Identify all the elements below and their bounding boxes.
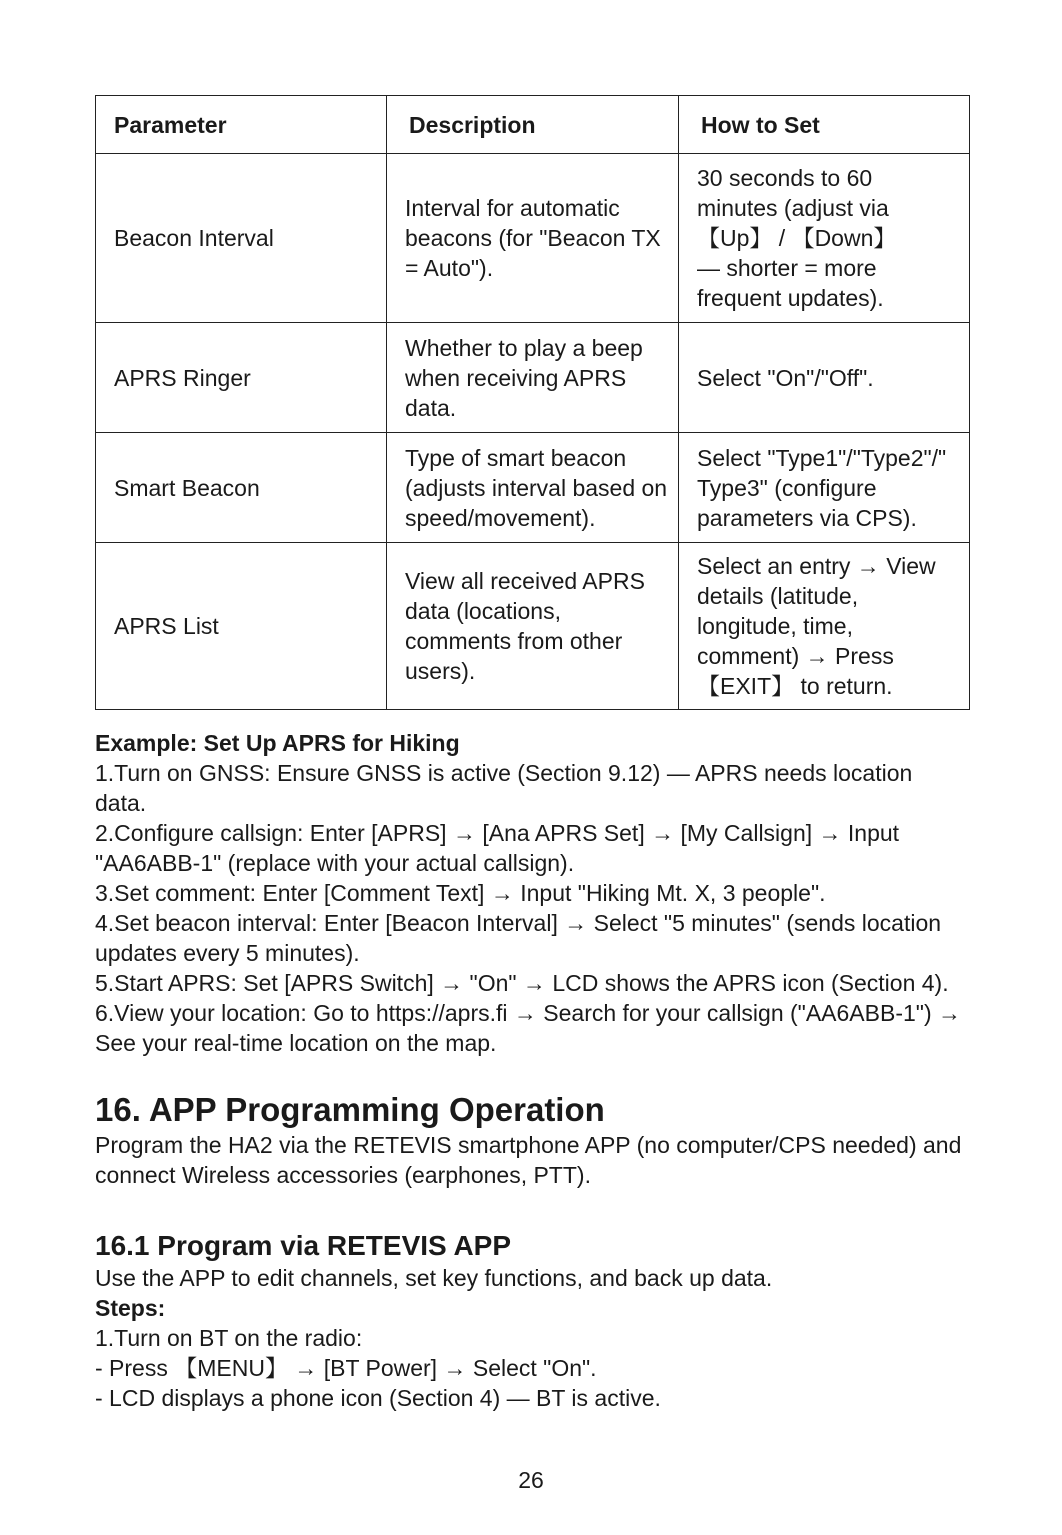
parameter-cell: APRS List (96, 543, 387, 710)
table-header-row (96, 96, 970, 154)
how-to-set-line: 30 seconds to 60 (697, 165, 873, 191)
parameter-cell: Smart Beacon (96, 433, 387, 543)
example-step: 4.Set beacon interval: Enter [Beacon Interval] → Select "5 minutes" (sends location updates every 5 minutes). (95, 910, 942, 966)
example-step: 2.Configure callsign: Enter [APRS] → [Ana APRS Set] → [My Callsign] → Input "AA6ABB-1" (replace with your actual callsign). (95, 820, 900, 876)
example-step: 1.Turn on GNSS: Ensure GNSS is active (Section 9.12) — APRS needs location data. (95, 760, 913, 816)
step-line: - LCD displays a phone icon (Section 4) — BT is active. (95, 1385, 661, 1411)
table-row (96, 433, 970, 543)
example-step: 5.Start APRS: Set [APRS Switch] → "On" → LCD shows the APRS icon (Section 4). (95, 970, 949, 996)
example-title: Example: Set Up APRS for Hiking (95, 730, 460, 756)
how-to-set-line: — shorter = more (697, 255, 877, 281)
aprs-parameter-table (95, 95, 970, 710)
table-row (96, 154, 970, 323)
how-to-set-line: 【Up】 / 【Down】 (697, 225, 897, 251)
description-cell: Interval for automatic beacons (for "Beacon TX = Auto"). (387, 154, 679, 323)
section-16-intro: Program the HA2 via the RETEVIS smartphone APP (no computer/CPS needed) and connect Wireless accessories (earphones, PTT). (95, 1132, 962, 1188)
header-parameter: Parameter (96, 96, 387, 154)
how-to-set-cell (679, 433, 970, 543)
how-to-set-line: Select an entry → View (697, 553, 936, 579)
example-step: 3.Set comment: Enter [Comment Text] → Input "Hiking Mt. X, 3 people". (95, 880, 826, 906)
how-to-set-line: 【EXIT】 to return. (697, 673, 893, 699)
manual-page (95, 95, 969, 1413)
how-to-set-line: minutes (adjust via (697, 195, 889, 221)
header-how-to-set: How to Set (679, 96, 970, 154)
parameter-cell: Beacon Interval (96, 154, 387, 323)
section-16-heading: 16. APP Programming Operation (95, 1091, 605, 1128)
how-to-set-cell (679, 543, 970, 710)
header-description: Description (387, 96, 679, 154)
section-16-1-heading: 16.1 Program via RETEVIS APP (95, 1230, 512, 1261)
step-line: - Press 【MENU】 → [BT Power] → Select "On". (95, 1355, 597, 1381)
how-to-set-line: comment) → Press (697, 643, 894, 669)
description-cell: Type of smart beacon (adjusts interval based on speed/movement). (387, 433, 679, 543)
how-to-set-cell (679, 323, 970, 433)
how-to-set-line: parameters via CPS). (697, 504, 917, 531)
section-16-1-intro: Use the APP to edit channels, set key functions, and back up data. (95, 1265, 773, 1291)
how-to-set-cell (679, 154, 970, 323)
how-to-set-line: longitude, time, (697, 613, 853, 639)
example-block (95, 728, 969, 1058)
how-to-set-line: Type3" (configure (697, 474, 877, 501)
how-to-set-line: Select "Type1"/"Type2"/" (697, 444, 947, 471)
how-to-set-line: frequent updates). (697, 285, 884, 311)
description-cell: Whether to play a beep when receiving APRS data. (387, 323, 679, 433)
steps-label: Steps: (95, 1295, 166, 1321)
page-number: 26 (518, 1467, 544, 1493)
table-row (96, 323, 970, 433)
how-to-set-line: Select "On"/"Off". (697, 364, 874, 391)
step-line: 1.Turn on BT on the radio: (95, 1325, 363, 1351)
parameter-cell: APRS Ringer (96, 323, 387, 433)
table-row (96, 543, 970, 710)
how-to-set-line: details (latitude, (697, 583, 859, 609)
example-step: 6.View your location: Go to https://aprs.fi → Search for your callsign ("AA6ABB-1") → See your real-time location on the map. (95, 1000, 961, 1056)
description-cell: View all received APRS data (locations, comments from other users). (387, 543, 679, 710)
